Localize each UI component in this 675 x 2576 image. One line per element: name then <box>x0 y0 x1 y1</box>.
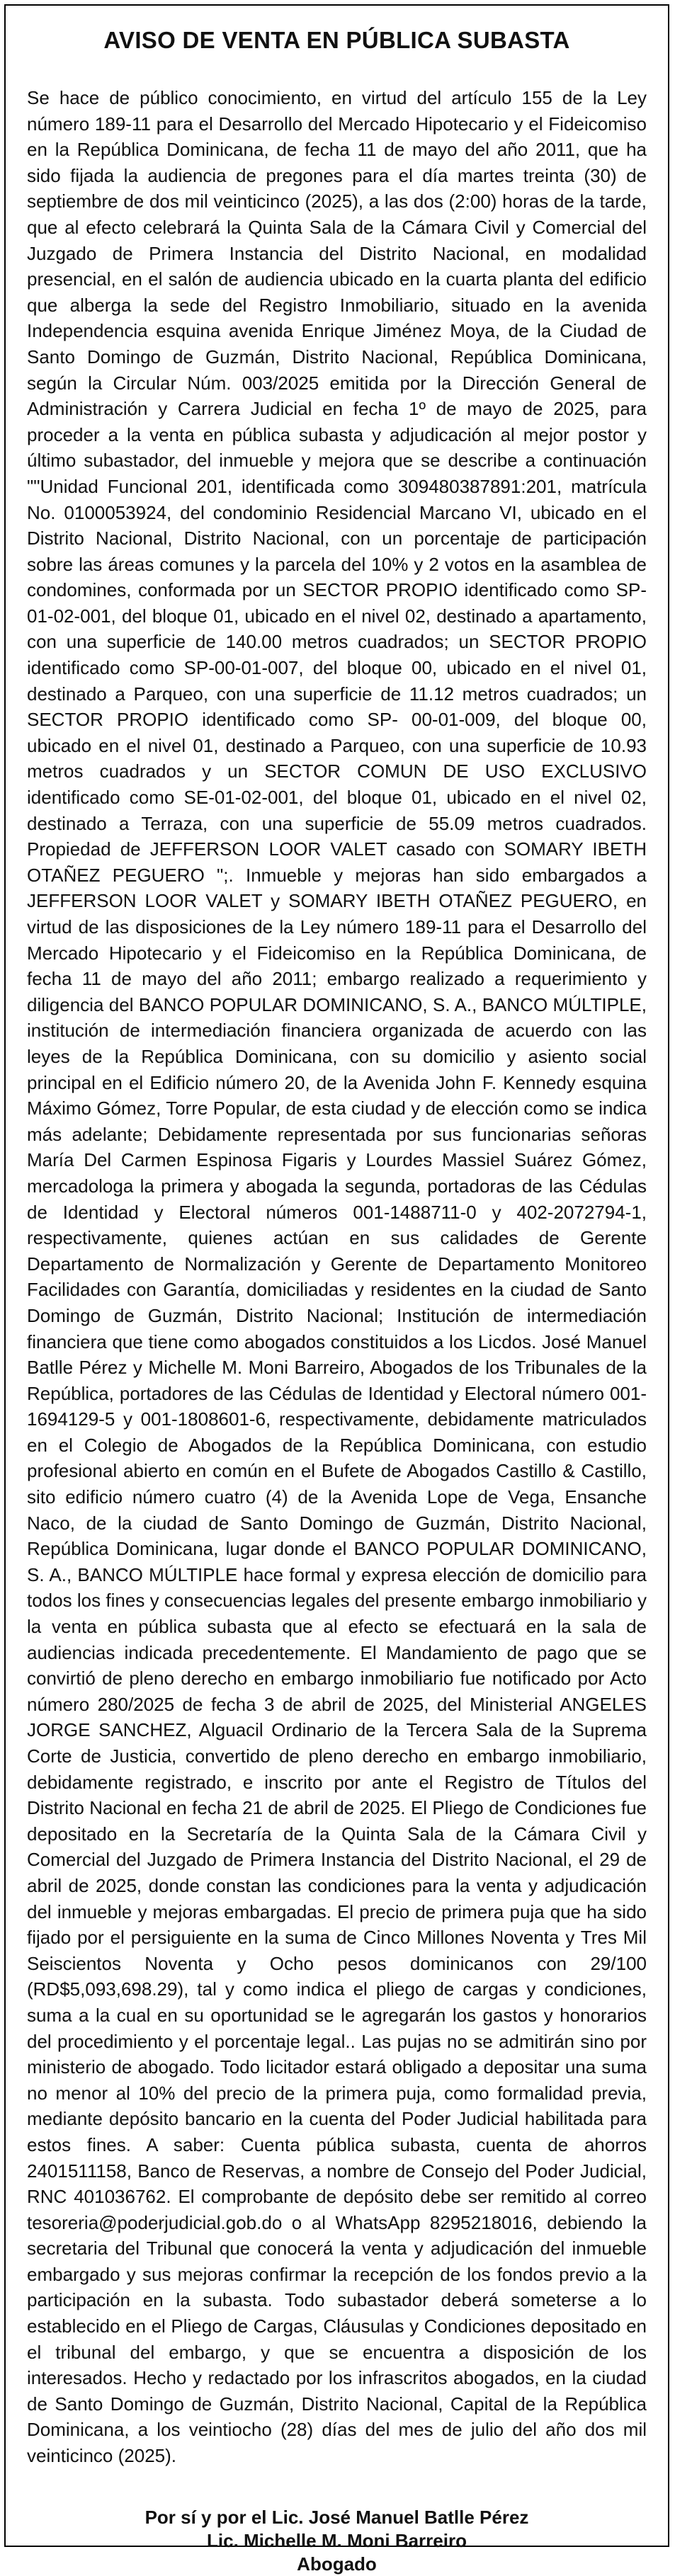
signature-line-2: Lic. Michelle M. Moni Barreiro <box>207 2529 467 2551</box>
notice-body: Se hace de público conocimiento, en virtud del artículo 155 de la Ley número 189-11 para el Desarrollo del Mercado Hipotecario y el Fideicomiso en la República Dominicana, de fecha 11 de mayo del año 2011, que ha sido fijada la audiencia de pregones para el día martes treinta (30) de septiembre de dos mil veinticinco (2025), a las dos (2:00) horas de la tarde, que al efecto celebrará la Quinta Sala de la Cámara Civil y Comercial del Juzgado de Primera Instancia del Distrito Nacional, en modalidad presencial, en el salón de audiencia ubicado en la cuarta planta del edificio que alberga la sede del Registro Inmobiliario, situado en la avenida Independencia esquina avenida Enrique Jiménez Moya, de la Ciudad de Santo Domingo de Guzmán, Distrito Nacional, República Dominicana, según la Circular Núm. 003/2025 emitida por la Dirección General de Administración y Carrera Judicial en fecha 1º de mayo de 2025, para proceder a la venta en pública subasta y adjudicación al mejor postor y último subastador, del inmueble y mejora que se describe a continuación ""Unidad Funcional 201, identificada como 309480387891:201, matrícula No. 0100053924, del condominio Residencial Marcano VI, ubicado en el Distrito Nacional, Distrito Nacional, con un porcentaje de participación sobre las áreas comunes y la parcela del 10% y 2 votos en la asamblea de condomines, conformada por un SECTOR PROPIO identificado como SP-01-02-001, del bloque 01, ubicado en el nivel 02, destinado a apartamento, con una superficie de 140.00 metros cuadrados; un SECTOR PROPIO identificado como SP-00-01-007, del bloque 00, ubicado en el nivel 01, destinado a Parqueo, con una superficie de 11.12 metros cuadrados; un SECTOR PROPIO identificado como SP- 00-01-009, del bloque 00, ubicado en el nivel 01, destinado a Parqueo, con una superficie de 10.93 metros cuadrados y un SECTOR COMUN DE USO EXCLUSIVO identificado como SE-01-02-001, del bloque 01, ubicado en el nivel 02, destinado a Terraza, con una superficie de 55.09 metros cuadrados. Propiedad de JEFFERSON LOOR VALET casado con SOMARY IBETH OTAÑEZ PEGUERO ";. Inmueble y mejoras han sido embargados a JEFFERSON LOOR VALET y SOMARY IBETH OTAÑEZ PEGUERO, en virtud de las disposiciones de la Ley número 189-11 para el Desarrollo del Mercado Hipotecario y el Fideicomiso en la República Dominicana, de fecha 11 de mayo del año 2011; embargo realizado a requerimiento y diligencia del BANCO POPULAR DOMINICANO, S. A., BANCO MÚLTIPLE, institución de intermediación financiera organizada de acuerdo con las leyes de la República Dominicana, con su domicilio y asiento social principal en el Edificio número 20, de la Avenida John F. Kennedy esquina Máximo Gómez, Torre Popular, de esta ciudad y de elección como se indica más adelante; Debidamente representada por sus funcionarias señoras María Del Carmen Espinosa Figaris y Lourdes Massiel Suárez Gómez, mercadologa la primera y abogada la segunda, portadoras de las Cédulas de Identidad y Electoral números 001-1488711-0 y 402-2072794-1, respectivamente, quienes actúan en sus calidades de Gerente Departamento de Normalización y Gerente de Departamento Monitoreo Facilidades con Garantía, domiciliadas y residentes en la ciudad de Santo Domingo de Guzmán, Distrito Nacional; Institución de intermediación financiera que tiene como abogados constituidos a los Licdos. José Manuel Batlle Pérez y Michelle M. Moni Barreiro, Abogados de los Tribunales de la República, portadores de las Cédulas de Identidad y Electoral número 001-1694129-5 y 001-1808601-6, respectivamente, debidamente matriculados en el Colegio de Abogados de la República Dominicana, con estudio profesional abierto en común en el Bufete de Abogados Castillo & Castillo, sito edificio número cuatro (4) de la Avenida Lope de Vega, Ensanche Naco, de la ciudad de Santo Domingo de Guzmán, Distrito Nacional, República Dominicana, lugar donde el BANCO POPULAR DOMINICANO, S. A., BANCO MÚLTIPLE hace formal y expresa elección de domicilio para todos los fines y consecuencias legales del presente embargo inmobiliario y la venta en pública subasta que al efecto se efectuará en la sala de audiencias indicada precedentemente. El Mandamiento de pago que se convirtió de pleno derecho en embargo inmobiliario fue notificado por Acto número 280/2025 de fecha 3 de abril de 2025, del Ministerial ANGELES JORGE SANCHEZ, Alguacil Ordinario de la Tercera Sala de la Suprema Corte de Justicia, convertido de pleno derecho en embargo inmobiliario, debidamente registrado, e inscrito por ante el Registro de Títulos del Distrito Nacional en fecha 21 de abril de 2025. El Pliego de Condiciones fue depositado en la Secretaría de la Quinta Sala de la Cámara Civil y Comercial del Juzgado de Primera Instancia del Distrito Nacional, el 29 de abril de 2025, donde constan las condiciones para la venta y adjudicación del inmueble y mejoras embargadas. El precio de primera puja que ha sido fijado por el persiguiente en la suma de Cinco Millones Noventa y Tres Mil Seiscientos Noventa y Ocho pesos dominicanos con 29/100 (RD$5,093,698.29), tal y como indica el pliego de cargas y condiciones, suma a la cual en su oportunidad se le agregarán los gastos y honorarios del procedimiento y el porcentaje legal.. Las pujas no se admitirán sino por ministerio de abogado. Todo licitador estará obligado a depositar una suma no menor al 10% del precio de la primera puja, como formalidad previa, mediante depósito bancario en la cuenta del Poder Judicial habilitada para estos fines. A saber: Cuenta pública subasta, cuenta de ahorros 2401511158, Banco de Reservas, a nombre de Consejo del Poder Judicial, RNC 401036762. El comprobante de depósito debe ser remitido al correo tesoreria@poderjudicial.gob.do o al WhatsApp 8295218016, debiendo la secretaria del Tribunal que conocerá la venta y adjudicación del inmueble embargado y sus mejoras confirmar la recepción de los fondos previo a la participación en la subasta. Todo subastador deberá someterse a lo establecido en el Pliego de Cargas, Cláusulas y Condiciones depositado en el tribunal del embargo, y que se encuentra a disposición de los interesados. Hecho y redactado por los infrascritos abogados, en la ciudad de Santo Domingo de Guzmán, Distrito Nacional, Capital de la República Dominicana, a los veintiocho (28) días del mes de julio del año dos mil veinticinco (2025). <box>27 87 647 2467</box>
signature-line-1: Por sí y por el Lic. José Manuel Batlle Pérez <box>144 2506 529 2528</box>
notice-title: AVISO DE VENTA EN PÚBLICA SUBASTA <box>103 27 570 53</box>
signature-block <box>6 2506 668 2576</box>
notice-box <box>4 4 669 2575</box>
signature-line-3: Abogado <box>297 2553 377 2575</box>
